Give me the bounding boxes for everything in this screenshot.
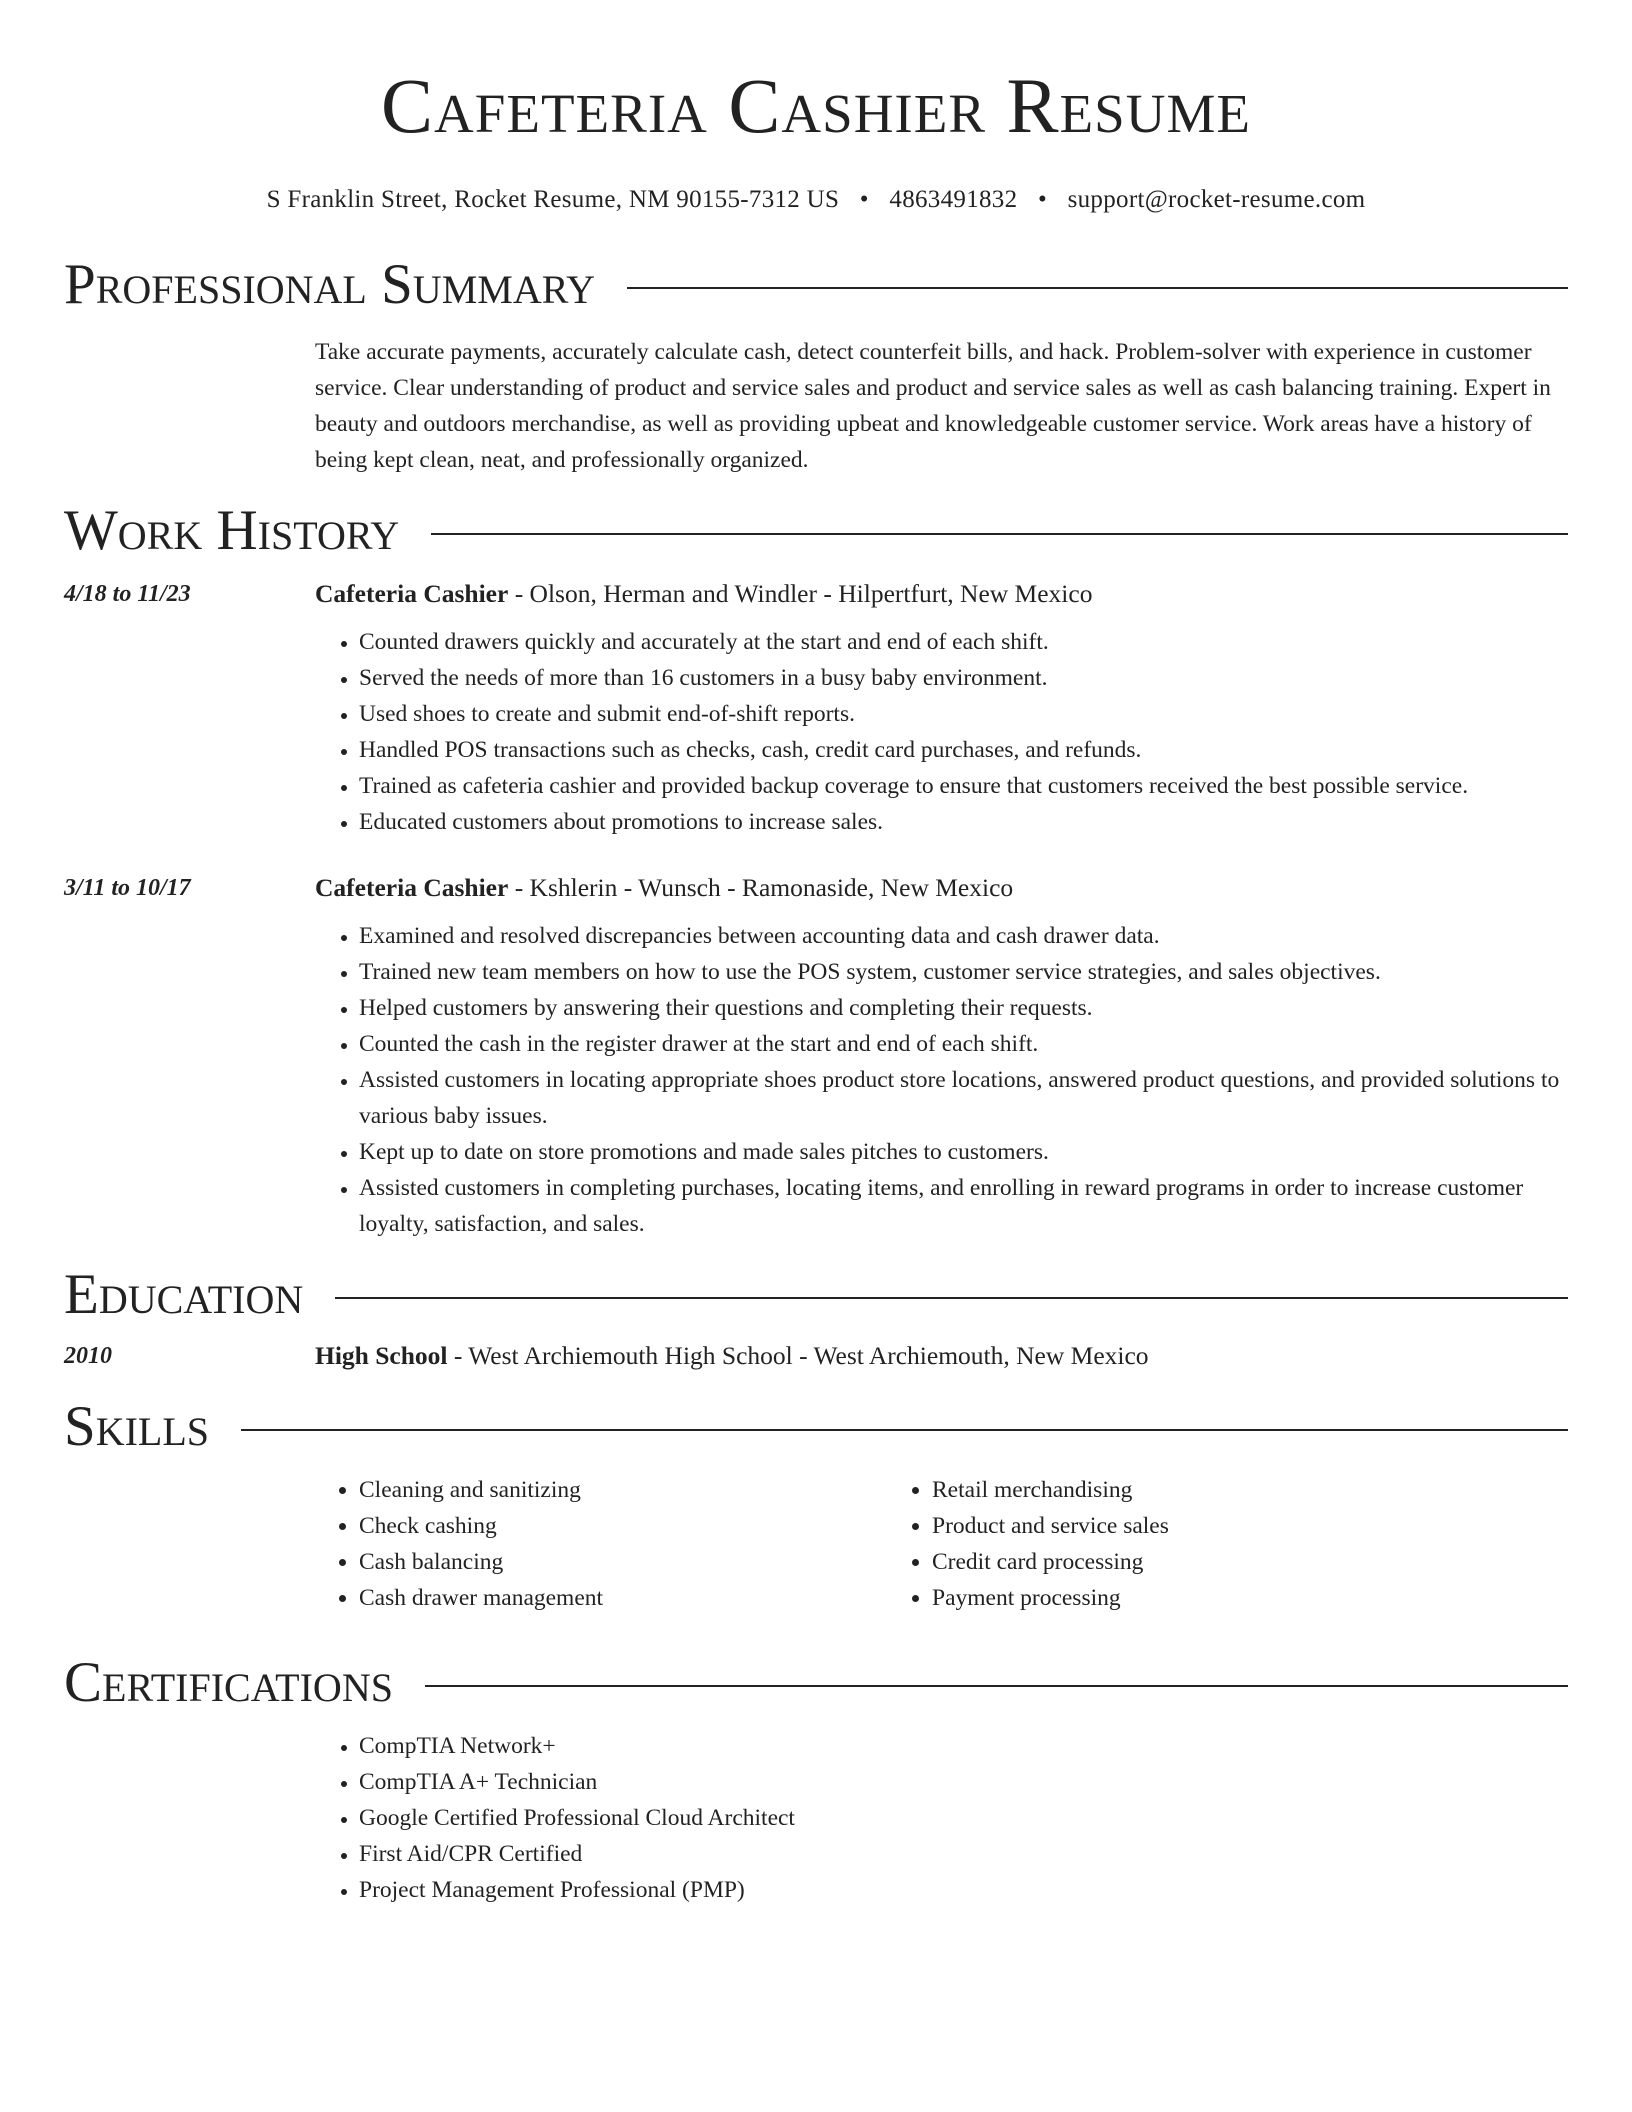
- skill-item: • Cash balancing: [359, 1544, 888, 1580]
- section-education-header: [64, 1264, 1568, 1326]
- certification-item: • Project Management Professional (PMP): [359, 1872, 1568, 1908]
- job-bullet: • Helped customers by answering their questions and completing their requests.: [359, 990, 1568, 1026]
- job-bullet: • Counted the cash in the register drawer at the start and end of each shift.: [359, 1026, 1568, 1062]
- section-skills-header: [64, 1396, 1568, 1458]
- job-bullet: • Trained new team members on how to use the POS system, customer service strategies, and sales objectives.: [359, 954, 1568, 990]
- education-year: 2010: [64, 1343, 112, 1369]
- job-heading: [315, 870, 1013, 906]
- contact-address: S Franklin Street, Rocket Resume, NM 90155-7312 US: [266, 186, 840, 213]
- section-title: Work History: [64, 499, 400, 562]
- certification-item: • First Aid/CPR Certified: [359, 1836, 1568, 1872]
- certification-item: • CompTIA A+ Technician: [359, 1764, 1568, 1800]
- section-summary-header: [64, 254, 1568, 316]
- job-bullet: • Examined and resolved discrepancies between accounting data and cash drawer data.: [359, 918, 1568, 954]
- job-details: - Olson, Herman and Windler - Hilpertfurt, New Mexico: [508, 579, 1093, 608]
- certification-item: • CompTIA Network+: [359, 1728, 1568, 1764]
- job-title: Cafeteria Cashier: [315, 873, 509, 902]
- skills-list: [315, 1472, 1568, 1616]
- job-bullet: • Counted drawers quickly and accurately at the start and end of each shift.: [359, 624, 1568, 660]
- job-bullet: • Handled POS transactions such as checks, cash, credit card purchases, and refunds.: [359, 732, 1568, 768]
- certifications-list: [315, 1728, 1568, 1908]
- resume-title: Cafeteria Cashier Resume: [381, 62, 1251, 149]
- job-bullet: • Assisted customers in locating appropriate shoes product store locations, answered product questions, and provided solutions to various baby issues.: [359, 1062, 1568, 1134]
- education-details: - West Archiemouth High School - West Archiemouth, New Mexico: [447, 1341, 1149, 1370]
- job-bullets: [315, 624, 1568, 840]
- skill-item: • Check cashing: [359, 1508, 888, 1544]
- job-bullet: • Kept up to date on store promotions and made sales pitches to customers.: [359, 1134, 1568, 1170]
- job-dates: 4/18 to 11/23: [64, 581, 191, 607]
- summary-text: Take accurate payments, accurately calculate cash, detect counterfeit bills, and hack. Problem-solver with experience in customer service. Clear understanding of product and service sales and product and service sales as well as cash balancing training. Expert in beauty and outdoors merchandise, as well as providing upbeat and knowledgeable customer service. Work areas have a history of being kept clean, neat, and professionally organized.: [315, 339, 1551, 473]
- section-divider: [431, 533, 1568, 535]
- skill-item: • Retail merchandising: [932, 1472, 1461, 1508]
- contact-email: support@rocket-resume.com: [1067, 186, 1366, 213]
- job-details: - Kshlerin - Wunsch - Ramonaside, New Mexico: [508, 873, 1014, 902]
- section-certifications-header: [64, 1652, 1568, 1714]
- job-bullets: [315, 918, 1568, 1242]
- education-entry: [64, 1338, 1568, 1374]
- job-heading: [315, 576, 1092, 612]
- section-work-header: [64, 500, 1568, 562]
- job-bullet: • Assisted customers in completing purchases, locating items, and enrolling in reward programs in order to increase customer loyalty, satisfaction, and sales.: [359, 1170, 1568, 1242]
- section-divider: [627, 287, 1568, 289]
- skill-item: • Cash drawer management: [359, 1580, 888, 1616]
- job-bullet: • Served the needs of more than 16 customers in a busy baby environment.: [359, 660, 1568, 696]
- job-bullet: • Trained as cafeteria cashier and provided backup coverage to ensure that customers received the best possible service.: [359, 768, 1568, 804]
- contact-separator: •: [859, 186, 869, 213]
- job-bullet: • Used shoes to create and submit end-of-shift reports.: [359, 696, 1568, 732]
- job-title: Cafeteria Cashier: [315, 579, 509, 608]
- education-heading: [315, 1338, 1149, 1374]
- job-bullet: • Educated customers about promotions to increase sales.: [359, 804, 1568, 840]
- section-divider: [425, 1685, 1568, 1687]
- job-header: [64, 870, 1568, 906]
- skill-item: • Credit card processing: [932, 1544, 1461, 1580]
- contact-phone: 4863491832: [889, 186, 1018, 213]
- job-header: [64, 576, 1568, 612]
- skill-item: • Payment processing: [932, 1580, 1461, 1616]
- section-title: Professional Summary: [64, 253, 596, 316]
- section-divider: [335, 1297, 1568, 1299]
- contact-line: [64, 184, 1568, 216]
- skill-item: • Cleaning and sanitizing: [359, 1472, 888, 1508]
- section-title: Education: [64, 1263, 304, 1326]
- job-dates: 3/11 to 10/17: [64, 875, 191, 901]
- skill-item: • Product and service sales: [932, 1508, 1461, 1544]
- skills-column-right: [888, 1472, 1461, 1616]
- section-title: Certifications: [64, 1651, 393, 1714]
- job-entry: [64, 576, 1568, 840]
- education-degree: High School: [315, 1341, 448, 1370]
- skills-column-left: [315, 1472, 888, 1616]
- section-title: Skills: [64, 1395, 210, 1458]
- job-entry: [64, 870, 1568, 1242]
- contact-separator: •: [1037, 186, 1048, 213]
- section-divider: [241, 1429, 1568, 1431]
- certification-item: • Google Certified Professional Cloud Architect: [359, 1800, 1568, 1836]
